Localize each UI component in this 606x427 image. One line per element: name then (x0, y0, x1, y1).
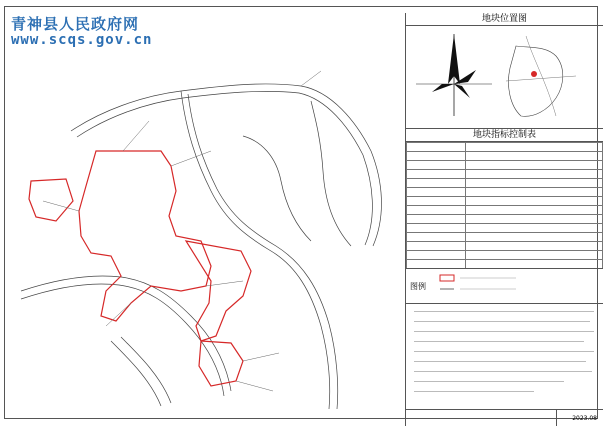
table-row (407, 179, 603, 188)
location-sketch (506, 36, 576, 116)
table-row (407, 233, 603, 242)
road-line (77, 91, 372, 245)
callout-leader (171, 151, 211, 166)
row-value (466, 251, 603, 260)
legend-parcel-swatch (440, 275, 454, 281)
legend-title: 图例 (410, 282, 426, 291)
parcel-boundary (29, 179, 73, 221)
info-panel (405, 13, 603, 426)
row-label (407, 242, 466, 251)
drawing-sheet (4, 6, 598, 422)
table-row (407, 206, 603, 215)
callout-leader (206, 281, 243, 286)
road-line (21, 284, 224, 396)
site-watermark (11, 17, 152, 47)
row-label (407, 215, 466, 224)
legend-swatches (436, 271, 596, 301)
row-label (407, 251, 466, 260)
table-row (407, 161, 603, 170)
site-marker (531, 71, 537, 77)
road-line (243, 136, 311, 241)
watermark-url: www.scqs.gov.cn (11, 31, 153, 48)
callout-leader (123, 121, 149, 151)
location-map-title: 地块位置图 (406, 13, 603, 26)
road-line (111, 341, 161, 406)
notes-block (406, 303, 603, 403)
callout-leader (236, 381, 273, 391)
table-row (407, 215, 603, 224)
row-value (466, 161, 603, 170)
table-row (407, 170, 603, 179)
planning-map (11, 41, 407, 409)
road-line (21, 276, 231, 391)
row-value (466, 224, 603, 233)
road-line (188, 94, 338, 409)
control-table-title: 地块指标控制表 (406, 129, 603, 142)
row-label (407, 152, 466, 161)
title-block-footer (406, 409, 603, 426)
road-line (121, 337, 171, 403)
row-value (466, 215, 603, 224)
parcel-boundary (79, 151, 211, 321)
row-label (407, 161, 466, 170)
table-row (407, 197, 603, 206)
legend (406, 268, 603, 304)
table-row (407, 242, 603, 251)
callout-leader (43, 201, 79, 211)
road-line (311, 101, 351, 246)
drawing-date: 2023.08 (572, 415, 597, 422)
table-row (407, 224, 603, 233)
callout-leader (243, 353, 279, 361)
row-label (407, 233, 466, 242)
row-label (407, 143, 466, 152)
parcel-boundary (186, 241, 251, 341)
row-value (466, 179, 603, 188)
callout-leader (106, 303, 131, 326)
row-label (407, 224, 466, 233)
table-row (407, 152, 603, 161)
table-row (407, 143, 603, 152)
row-value (466, 197, 603, 206)
row-value (466, 233, 603, 242)
control-table (406, 142, 603, 269)
row-value (466, 188, 603, 197)
row-value (466, 143, 603, 152)
road-line (181, 91, 330, 409)
north-arrow-icon (416, 34, 492, 116)
location-map (406, 26, 603, 129)
row-value (466, 170, 603, 179)
row-label (407, 206, 466, 215)
row-value (466, 242, 603, 251)
row-label (407, 179, 466, 188)
watermark-cn: 青神县人民政府网 (11, 15, 140, 33)
row-value (466, 152, 603, 161)
row-value (466, 206, 603, 215)
callout-leader (301, 71, 321, 86)
row-label (407, 170, 466, 179)
location-map-svg (406, 26, 603, 128)
table-row (407, 251, 603, 260)
row-label (407, 188, 466, 197)
planning-map-svg (11, 41, 407, 409)
table-row (407, 188, 603, 197)
row-label (407, 197, 466, 206)
